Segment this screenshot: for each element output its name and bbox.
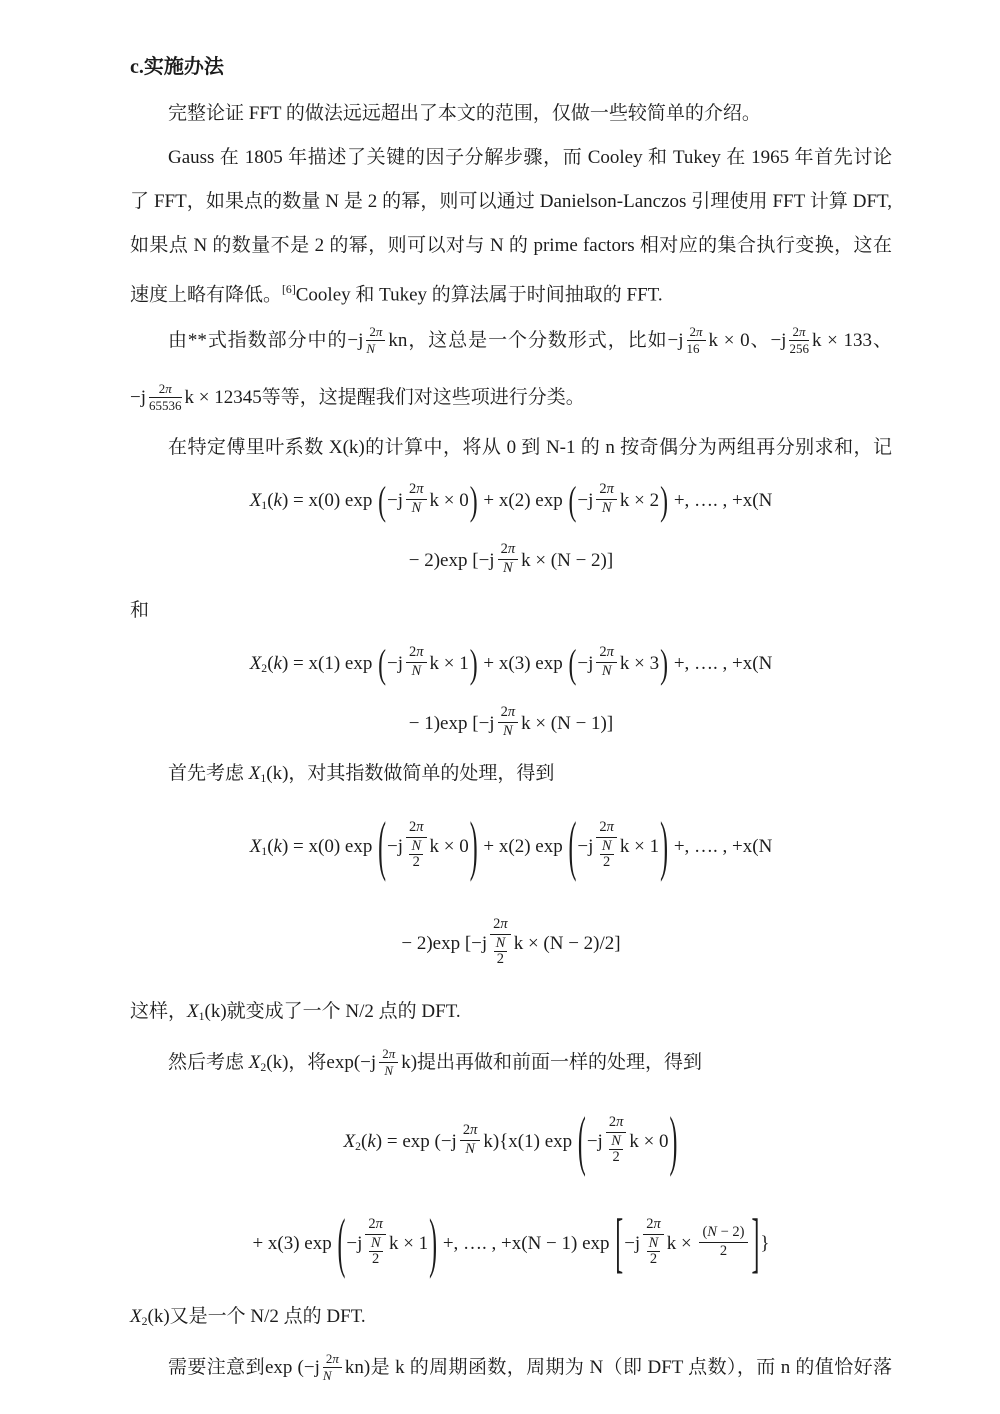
fraction: $\frac{2\pi}{256}$ <box>789 324 809 357</box>
equation-line: X2(k) = x(1) exp (−j $\frac{2\pi}{N}$ k × 1) + x(3) exp (−j $\frac{2\pi}{N}$ k × 3) +, …. , +x(N <box>130 633 892 695</box>
nested-fraction: 2π N 2 <box>596 820 617 871</box>
section-heading: c.实施办法 <box>130 56 224 78</box>
fraction: $\frac{2\pi}{N}$ <box>323 1352 342 1383</box>
stretched-delimiter: ( <box>568 642 577 687</box>
document-content <box>130 42 892 1396</box>
fraction: $\frac{2\pi}{N}$ <box>460 1123 481 1157</box>
fraction: $\frac{2\pi}{N}$ <box>596 645 617 679</box>
paragraph-line: 和 <box>130 600 150 621</box>
stretched-delimiter: ) <box>660 811 669 885</box>
nested-fraction: 2π N 2 <box>606 1115 627 1166</box>
fraction: $\frac{2\pi}{N}$ <box>596 482 617 516</box>
paragraph-line: −j $\frac{2\pi}{65536}$ k × 12345等等，这提醒我们对这些项进行分类。 <box>130 381 585 414</box>
equation-line: − 2)exp [−j 2π N 2 k × (N − 2)/2] <box>401 916 621 968</box>
paragraph-line: 由**式指数部分中的−j $\frac{2\pi}{N}$ kn，这总是一个分数形式，比如−j $\frac{2\pi}{16}$ k × 0、−j $\frac{2\pi}{256}$ k × 133、 <box>168 324 892 357</box>
fraction: $\frac{(N - 2)}{2}$ <box>699 1225 747 1259</box>
stretched-delimiter: ) <box>660 479 669 524</box>
fraction: $\frac{2\pi}{N}$ <box>498 542 519 576</box>
stretched-delimiter: ) <box>669 1106 678 1180</box>
fraction: $\frac{2\pi}{65536}$ <box>149 381 182 414</box>
stretched-delimiter: ) <box>469 479 478 524</box>
paragraph-line: 速度上略有降低。[6]Cooley 和 Tukey 的算法属于时间抽取的 FFT. <box>130 283 663 306</box>
equation-line: X2(k) = exp (−j $\frac{2\pi}{N}$ k){x(1) exp (−j 2π N 2 k × 0) <box>130 1091 892 1193</box>
paragraph-line: 在特定傅里叶系数 X(k)的计算中，将从 0 到 N-1 的 n 按奇偶分为两组再分别求和，记 <box>168 437 892 458</box>
fraction: $\frac{2\pi}{N}$ <box>379 1047 398 1078</box>
nested-fraction: 2π N 2 <box>406 820 427 871</box>
paragraph-line: 然后考虑 X2(k)，将exp(−j $\frac{2\pi}{N}$ k)提出再做和前面一样的处理，得到 <box>168 1046 703 1079</box>
stretched-delimiter: ] <box>751 1208 760 1282</box>
paragraph-line: 首先考虑 X1(k)，对其指数做简单的处理，得到 <box>168 763 555 785</box>
stretched-delimiter: ( <box>337 1208 346 1282</box>
paragraph-line: 需要注意到exp (−j $\frac{2\pi}{N}$ kn)是 k 的周期函数，周期为 N（即 DFT 点数），而 n 的值恰好落 <box>168 1351 892 1384</box>
paragraph-line: 这样，X1(k)就变成了一个 N/2 点的 DFT. <box>130 1001 461 1023</box>
stretched-delimiter: ( <box>378 811 387 885</box>
equation-line: X1(k) = x(0) exp (−j 2π N 2 k × 0) + x(2) exp (−j 2π N 2 k × 1) +, …. , +x(N <box>130 796 892 898</box>
stretched-delimiter: ) <box>429 1208 438 1282</box>
stretched-delimiter: ( <box>568 811 577 885</box>
fraction: $\frac{2\pi}{N}$ <box>406 645 427 679</box>
fraction: $\frac{2\pi}{16}$ <box>687 325 706 356</box>
stretched-delimiter: ( <box>568 479 577 524</box>
equation-line: − 2)exp [−j $\frac{2\pi}{N}$ k × (N − 2)] <box>408 541 614 577</box>
paragraph-line: 了 FFT，如果点的数量 N 是 2 的幂，则可以通过 Danielson-Lanczos 引理使用 FFT 计算 DFT, <box>130 191 892 212</box>
stretched-delimiter: ( <box>378 642 387 687</box>
fraction: $\frac{2\pi}{N}$ <box>366 325 385 356</box>
stretched-delimiter: ( <box>577 1106 586 1180</box>
nested-fraction: 2π N 2 <box>490 917 511 968</box>
equation-line: + x(3) exp (−j 2π N 2 k × 1) +, …. , +x(N − 1) exp [−j 2π N 2 k × $\frac{(N - 2)}{2}$ ]} <box>130 1193 892 1295</box>
nested-fraction: 2π N 2 <box>643 1217 664 1268</box>
paragraph-line: Gauss 在 1805 年描述了关键的因子分解步骤，而 Cooley 和 Tukey 在 1965 年首先讨论 <box>168 147 892 168</box>
equation-line: − 1)exp [−j $\frac{2\pi}{N}$ k × (N − 1)] <box>408 704 614 740</box>
stretched-delimiter: [ <box>615 1208 624 1282</box>
stretched-delimiter: ( <box>378 479 387 524</box>
stretched-delimiter: ) <box>660 642 669 687</box>
fraction: $\frac{2\pi}{N}$ <box>498 705 519 739</box>
paragraph-line: X2(k)又是一个 N/2 点的 DFT. <box>130 1306 366 1328</box>
stretched-delimiter: ) <box>469 642 478 687</box>
equation-line: X1(k) = x(0) exp (−j $\frac{2\pi}{N}$ k × 0) + x(2) exp (−j $\frac{2\pi}{N}$ k × 2) +, …. , +x(N <box>130 470 892 532</box>
nested-fraction: 2π N 2 <box>365 1217 386 1268</box>
stretched-delimiter: ) <box>469 811 478 885</box>
paragraph-line: 如果点 N 的数量不是 2 的幂，则可以对与 N 的 prime factors 相对应的集合执行变换，这在 <box>130 235 892 256</box>
paragraph-line: 完整论证 FFT 的做法远远超出了本文的范围，仅做一些较简单的介绍。 <box>168 103 761 124</box>
fraction: $\frac{2\pi}{N}$ <box>406 482 427 516</box>
